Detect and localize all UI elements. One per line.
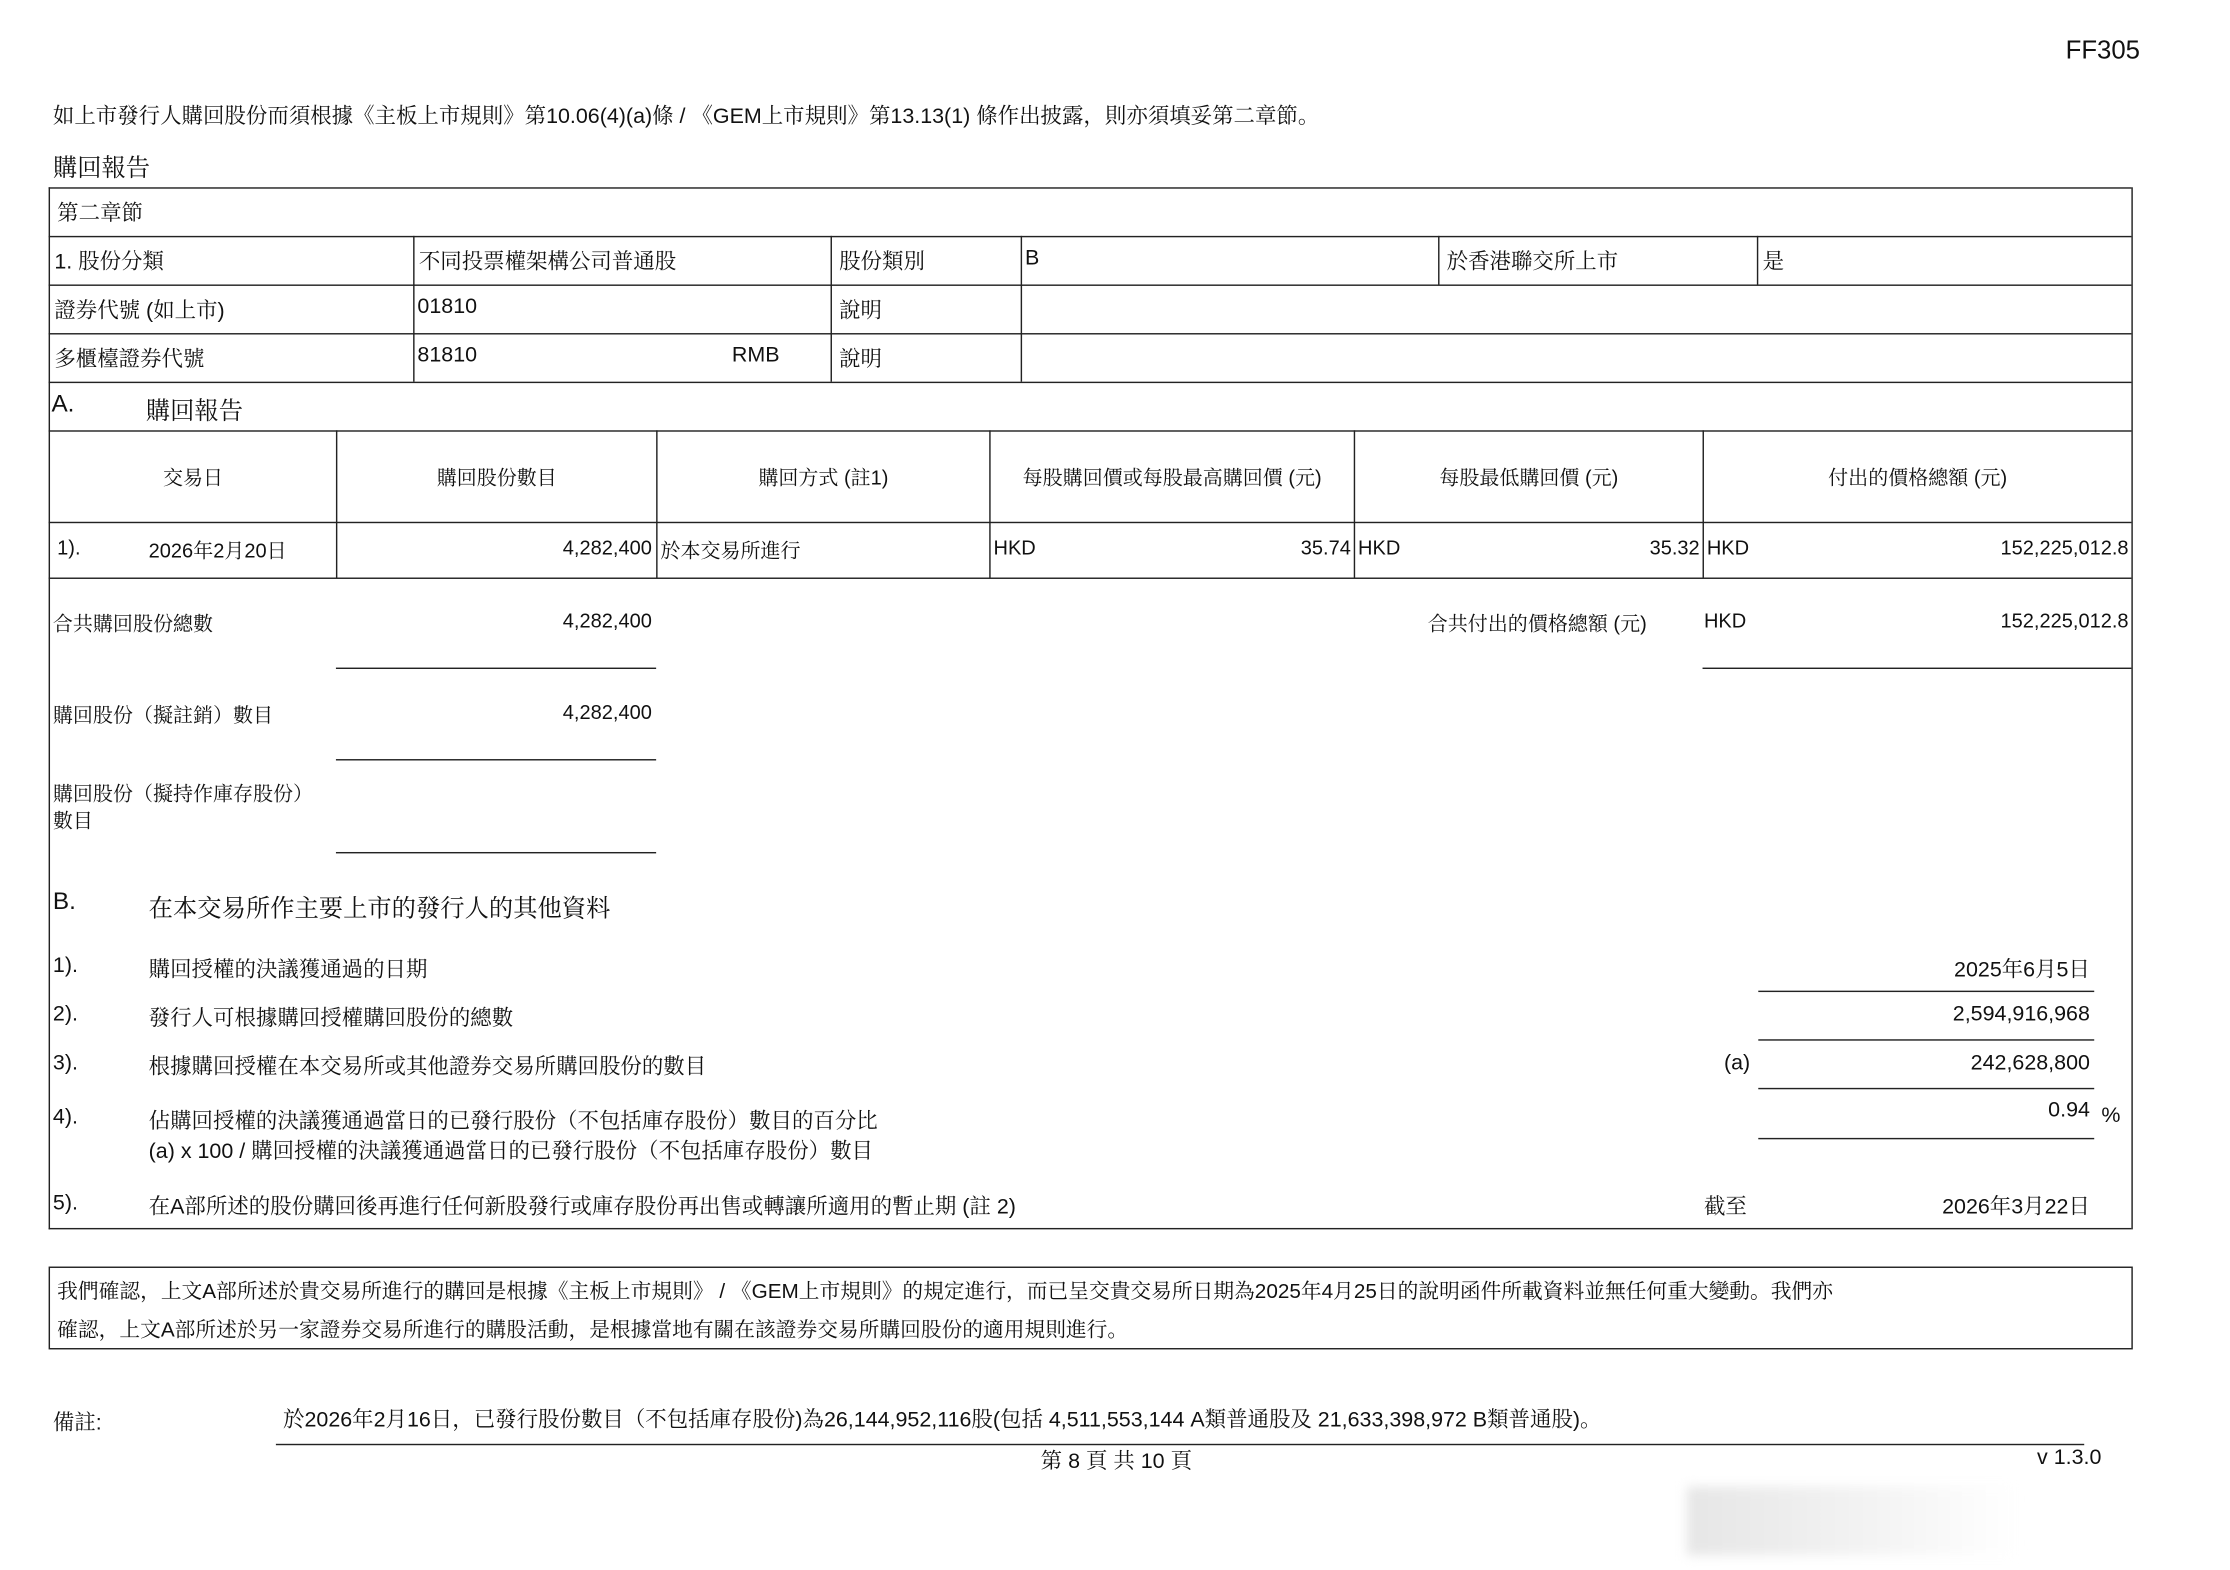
remark-text: 於2026年2月16日，已發行股份數目（不包括庫存股份)為26,144,952,116股(包括 4,511,553,144 A類普通股及 21,633,398,972 B類普通股)。 [283, 1408, 1602, 1433]
b-item-tag: (a) [1723, 1050, 1751, 1075]
total-shares-label: 合共購回股份總數 [52, 611, 213, 635]
divider [1354, 430, 1355, 577]
section-b-title: 在本交易所作主要上市的發行人的其他資料 [148, 894, 611, 923]
divider [1758, 1088, 2094, 1089]
cancel-value: 4,282,400 [562, 700, 652, 724]
row-low-currency: HKD [1358, 536, 1401, 559]
divider [1703, 668, 2132, 669]
b-item-value: 242,628,800 [1970, 1050, 2090, 1075]
divider [49, 578, 2132, 579]
listed-label: 於香港聯交所上市 [1446, 250, 1619, 275]
remark-label: 備註: [52, 1410, 102, 1436]
desc-label-2: 說明 [839, 347, 883, 372]
divider [1758, 1138, 2094, 1139]
form-code: FF305 [2065, 35, 2141, 65]
divider [336, 852, 656, 853]
multi-currency: RMB [731, 343, 780, 368]
version: v 1.3.0 [2037, 1445, 2102, 1470]
b-item-no: 3). [52, 1050, 78, 1075]
multi-code-label: 多櫃檯證券代號 [54, 347, 205, 372]
row-high-currency: HKD [993, 536, 1036, 559]
divider [2131, 187, 2132, 1229]
divider [49, 522, 2132, 523]
divider [413, 236, 414, 382]
total-paid-value: 152,225,012.8 [2000, 608, 2129, 632]
confirmation-box [49, 1267, 2133, 1350]
total-paid-currency: HKD [1703, 608, 1747, 632]
confirmation-line-2: 確認，上文A部所述於另一家證券交易所進行的購股活動，是根據當地有關在該證券交易所購回股份的適用規則進行。 [57, 1319, 1129, 1343]
intro-text: 如上市發行人購回股份而須根據《主板上市規則》第10.06(4)(a)條 / 《GEM上市規則》第13.13(1) 條作出披露，則亦須填妥第二章節。 [52, 104, 1320, 129]
row-date: 2026年2月20日 [148, 538, 287, 562]
b-item-text: 發行人可根據購回授權購回股份的總數 [148, 1006, 514, 1031]
percent-unit: % [2101, 1103, 2121, 1128]
row-low-price: 35.32 [1649, 536, 1700, 559]
divider [49, 236, 2132, 237]
code-label: 證券代號 (如上市) [54, 298, 225, 324]
b-item-no: 1). [52, 953, 78, 978]
confirmation-line-1: 我們確認，上文A部所述於貴交易所進行的購回是根據《主板上市規則》 / 《GEM上市規則》的規定進行，而已呈交貴交易所日期為2025年4月25日的說明函件所載資料並無任何重大變動。我們亦 [57, 1280, 1833, 1304]
row-total: 152,225,012.8 [2000, 536, 2129, 559]
divider [656, 430, 657, 577]
header-total: 付出的價格總額 (元) [1828, 466, 2008, 489]
divider [49, 430, 2132, 431]
divider [336, 668, 656, 669]
section-a-title: 購回報告 [145, 397, 244, 425]
listed-value: 是 [1762, 250, 1785, 275]
b-item-text: 佔購回授權的決議獲通過當日的已發行股份（不包括庫存股份）數目的百分比 [148, 1109, 878, 1134]
desc-label: 說明 [839, 298, 883, 324]
share-type-value: B [1024, 245, 1040, 271]
row-method: 於本交易所進行 [660, 538, 801, 562]
report-title: 購回報告 [52, 154, 151, 182]
divider [989, 430, 990, 577]
divider [49, 382, 2132, 383]
b-item-text: 在A部所述的股份購回後再進行任何新股發行或庫存股份再出售或轉讓所適用的暫止期 (註 2) [148, 1195, 1016, 1220]
divider [1758, 1039, 2094, 1040]
divider [49, 333, 2132, 334]
page-number: 第 8 頁 共 10 頁 [1040, 1449, 1193, 1474]
divider [1703, 430, 1704, 577]
b-item-no: 4). [52, 1105, 78, 1130]
treasury-label-1: 購回股份（擬持作庫存股份） [52, 781, 314, 805]
multi-code-value: 81810 [417, 343, 478, 368]
share-class-label: 1. 股份分類 [54, 250, 164, 275]
code-value: 01810 [417, 294, 478, 319]
divider [49, 187, 50, 1229]
b-item-no: 2). [52, 1002, 78, 1027]
b-item-tag: 截至 [1703, 1195, 1747, 1220]
divider [1758, 991, 2094, 992]
divider [1757, 236, 1758, 285]
header-method: 購回方式 (註1) [758, 466, 889, 489]
b-item-text: 根據購回授權在本交易所或其他證券交易所購回股份的數目 [148, 1054, 707, 1080]
divider [336, 759, 656, 760]
header-low-price: 每股最低購回價 (元) [1439, 466, 1619, 489]
header-date: 交易日 [162, 466, 224, 489]
section-b-letter: B. [52, 887, 76, 915]
divider [49, 284, 2132, 285]
row-shares: 4,282,400 [562, 536, 652, 559]
divider [1021, 236, 1022, 382]
total-shares-value: 4,282,400 [562, 608, 652, 632]
b-item-value: 2,594,916,968 [1952, 1002, 2090, 1027]
divider [831, 236, 832, 382]
row-no: 1). [57, 536, 81, 559]
b-item-text: 購回授權的決議獲通過的日期 [148, 957, 428, 983]
header-shares: 購回股份數目 [436, 466, 557, 489]
b-item-value: 0.94 [2048, 1097, 2090, 1123]
total-paid-label: 合共付出的價格總額 (元) [1427, 611, 1647, 635]
divider [1438, 236, 1439, 285]
shadow-artifact [1687, 1487, 2016, 1556]
cancel-label: 購回股份（擬註銷）數目 [52, 703, 274, 727]
section-a-letter: A. [51, 390, 75, 418]
b-item-value: 2025年6月5日 [1954, 957, 2090, 983]
b-item-text-2: (a) x 100 / 購回授權的決議獲通過當日的已發行股份（不包括庫存股份）數目 [148, 1139, 874, 1164]
header-high-price: 每股購回價或每股最高購回價 (元) [1022, 466, 1322, 489]
row-total-currency: HKD [1706, 536, 1750, 559]
share-type-label: 股份類別 [839, 250, 925, 275]
b-item-value: 2026年3月22日 [1942, 1195, 2090, 1220]
chapter-label: 第二章節 [57, 201, 143, 226]
share-class-value: 不同投票權架構公司普通股 [418, 250, 677, 275]
b-item-no: 5). [52, 1190, 78, 1216]
row-high-price: 35.74 [1300, 536, 1351, 559]
treasury-label-2: 數目 [52, 809, 93, 832]
divider [49, 187, 2132, 188]
divider [49, 1228, 2132, 1229]
